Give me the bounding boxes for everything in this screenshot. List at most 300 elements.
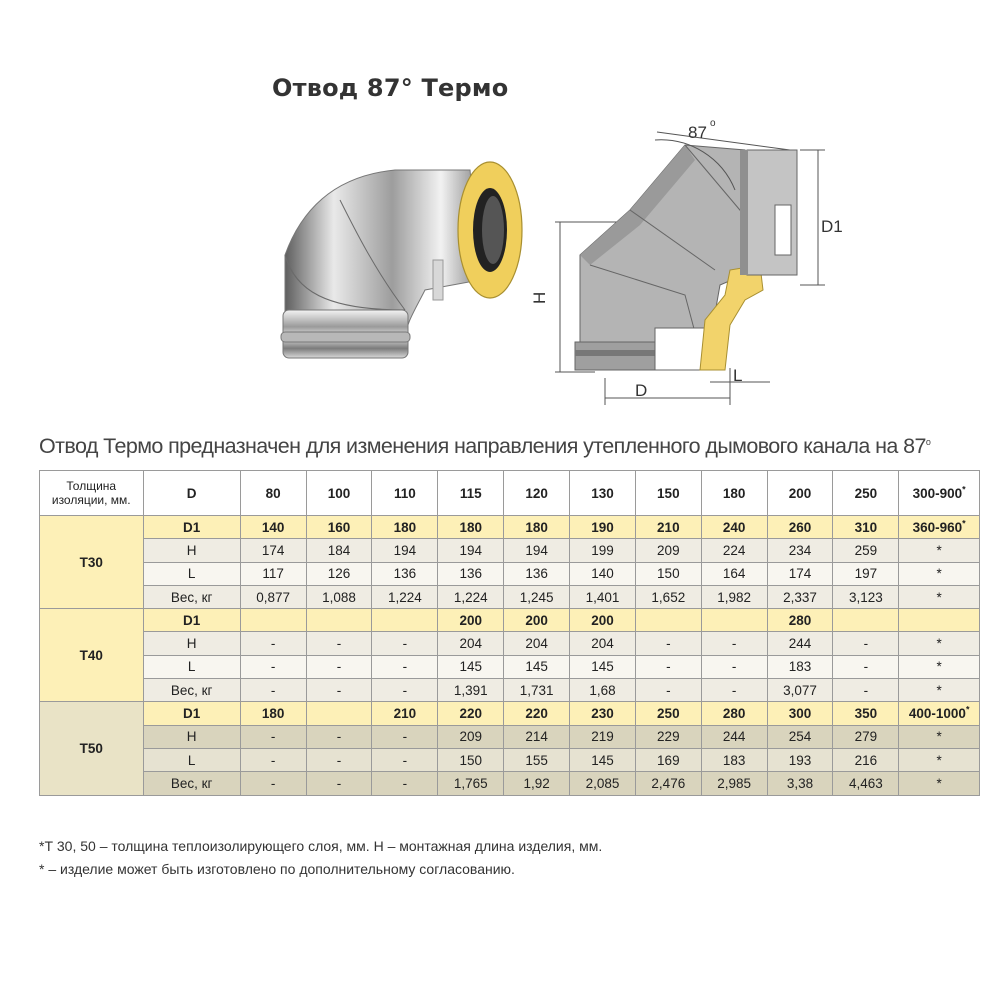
table-cell <box>438 725 504 748</box>
table-cell-value: 180 <box>261 706 285 722</box>
label-d: D <box>635 381 648 400</box>
table-cell-value: 126 <box>327 566 351 582</box>
table-cell-value: - <box>336 659 342 675</box>
table-cell <box>306 679 372 702</box>
table-cell <box>833 562 899 585</box>
table-cell <box>372 772 438 795</box>
table-cell <box>570 748 636 771</box>
table-cell-value: * <box>936 659 942 675</box>
table-cell <box>701 609 767 632</box>
table-cell-value: 136 <box>525 566 548 582</box>
table-cell-value: 1,652 <box>651 589 686 605</box>
table-cell-value: 219 <box>591 729 614 745</box>
table-cell-value: 183 <box>722 752 746 768</box>
table-cell-value: 140 <box>261 519 285 535</box>
table-cell <box>833 748 899 771</box>
table-cell <box>306 772 372 795</box>
header-col-label: 100 <box>327 485 351 501</box>
page-title: Отвод 87° Термо <box>272 74 509 102</box>
table-cell <box>438 609 504 632</box>
table-cell <box>504 702 570 725</box>
table-cell <box>701 725 767 748</box>
table-cell <box>372 539 438 562</box>
table-cell <box>767 772 833 795</box>
header-thickness: Толщина изоляции, мм. <box>40 471 144 516</box>
table-cell <box>899 702 980 725</box>
table-cell <box>701 702 767 725</box>
table-cell <box>438 772 504 795</box>
table-cell-value: 3,123 <box>849 589 883 605</box>
header-col-label: 250 <box>854 485 878 501</box>
description <box>39 434 930 459</box>
table-cell <box>899 772 980 795</box>
description-degree: o <box>925 436 931 447</box>
table-cell <box>240 516 306 539</box>
table-cell-value: * <box>936 775 942 791</box>
table-cell <box>570 539 636 562</box>
table-cell-value: 160 <box>327 519 351 535</box>
table-row <box>40 702 980 725</box>
header-col <box>570 471 636 516</box>
table-cell-value: - <box>270 636 276 652</box>
table-cell <box>833 609 899 632</box>
table-row <box>40 655 980 678</box>
table-cell-value: 2,337 <box>783 589 817 605</box>
table-cell <box>899 539 980 562</box>
table-cell <box>306 702 372 725</box>
table-cell-value: 4,463 <box>849 775 883 791</box>
insulation-group-label: T40 <box>40 609 144 702</box>
table-row <box>40 539 980 562</box>
table-cell <box>833 679 899 702</box>
table-cell-value: 259 <box>854 542 878 558</box>
table-cell <box>306 725 372 748</box>
table-cell-value: 240 <box>722 519 746 535</box>
table-cell-value: 350 <box>854 706 878 722</box>
cell-footnote-mark: * <box>965 704 970 715</box>
table-cell-value: 194 <box>459 542 482 558</box>
header-col-label: 80 <box>265 485 281 501</box>
table-cell <box>372 516 438 539</box>
table-cell <box>438 585 504 608</box>
table-cell <box>306 632 372 655</box>
table-cell <box>504 772 570 795</box>
table-cell <box>240 679 306 702</box>
table-cell <box>701 632 767 655</box>
table-cell <box>504 585 570 608</box>
table-cell-value: 200 <box>525 612 548 628</box>
table-cell-value: 280 <box>722 706 746 722</box>
table-cell-value: 2,476 <box>651 775 686 791</box>
table-cell <box>833 725 899 748</box>
table-cell-value: 194 <box>525 542 548 558</box>
table-cell-value: 360-960 <box>912 519 963 535</box>
table-cell-value: 200 <box>459 612 482 628</box>
table-cell <box>635 748 701 771</box>
elbow-technical-drawing <box>530 110 845 410</box>
header-col <box>767 471 833 516</box>
table-cell <box>767 562 833 585</box>
table-cell-value: - <box>270 752 276 768</box>
table-cell <box>504 562 570 585</box>
table-cell <box>767 585 833 608</box>
table-cell <box>372 702 438 725</box>
table-cell <box>372 748 438 771</box>
table-cell-value: * <box>936 636 942 652</box>
table-row <box>40 748 980 771</box>
table-cell <box>701 562 767 585</box>
table-cell-value: - <box>270 775 276 791</box>
table-cell <box>899 655 980 678</box>
row-label: H <box>143 539 240 562</box>
table-cell <box>240 609 306 632</box>
row-label: Вес, кг <box>143 772 240 795</box>
table-cell-value: 145 <box>591 752 614 768</box>
table-cell <box>570 516 636 539</box>
table-cell-value: 145 <box>459 659 482 675</box>
row-label: D1 <box>143 609 240 632</box>
table-cell <box>504 609 570 632</box>
table-cell <box>701 655 767 678</box>
table-cell <box>570 585 636 608</box>
table-cell <box>701 516 767 539</box>
table-cell-value: 3,38 <box>786 775 814 791</box>
table-cell-value: 230 <box>591 706 614 722</box>
table-cell-value: 193 <box>788 752 812 768</box>
table-cell <box>438 655 504 678</box>
table-cell <box>504 539 570 562</box>
insulation-group-label: T30 <box>40 516 144 609</box>
table-cell-value: 0,877 <box>256 589 291 605</box>
table-cell <box>438 632 504 655</box>
table-cell-value: - <box>666 636 671 652</box>
table-cell-value: 204 <box>591 636 614 652</box>
table-cell-value: 279 <box>854 729 878 745</box>
table-cell <box>767 632 833 655</box>
table-cell-value: 194 <box>393 542 417 558</box>
table-cell-value: 220 <box>525 706 548 722</box>
table-cell-value: - <box>731 659 737 675</box>
table-cell-value: 117 <box>262 566 284 582</box>
header-col <box>438 471 504 516</box>
table-cell-value: - <box>336 775 342 791</box>
table-cell-value: - <box>270 682 276 698</box>
table-cell-value: - <box>336 729 342 745</box>
table-cell <box>635 585 701 608</box>
table-cell <box>899 679 980 702</box>
table-cell <box>438 516 504 539</box>
cell-footnote-mark: * <box>962 518 966 529</box>
table-cell <box>438 702 504 725</box>
table-cell-value: 209 <box>657 542 680 558</box>
table-cell-value: 150 <box>459 752 482 768</box>
table-cell <box>899 725 980 748</box>
table-cell-value: 209 <box>459 729 482 745</box>
table-cell <box>372 679 438 702</box>
table-cell <box>570 725 636 748</box>
table-cell-value: * <box>936 682 942 698</box>
table-cell <box>767 609 833 632</box>
table-cell-value: - <box>402 682 408 698</box>
table-row <box>40 516 980 539</box>
table-cell <box>570 679 636 702</box>
table-cell <box>767 702 833 725</box>
table-cell <box>570 609 636 632</box>
table-cell <box>240 562 306 585</box>
row-label: D1 <box>143 702 240 725</box>
table-cell-value: 1,391 <box>453 682 488 698</box>
table-cell <box>306 609 372 632</box>
table-cell-value: - <box>731 636 737 652</box>
table-cell <box>899 562 980 585</box>
table-cell-value: 310 <box>854 519 878 535</box>
table-cell <box>833 585 899 608</box>
row-label: Вес, кг <box>143 585 240 608</box>
label-d1: D1 <box>821 217 843 236</box>
table-cell <box>767 725 833 748</box>
table-cell <box>833 772 899 795</box>
table-cell <box>306 562 372 585</box>
table-cell <box>570 562 636 585</box>
table-cell-value: - <box>270 659 276 675</box>
table-cell <box>767 748 833 771</box>
table-cell <box>635 609 701 632</box>
header-col <box>833 471 899 516</box>
table-cell-value: - <box>336 682 342 698</box>
table-cell <box>240 585 306 608</box>
table-cell <box>701 585 767 608</box>
header-col-label: 200 <box>788 485 812 501</box>
table-cell <box>438 748 504 771</box>
table-cell-value: 204 <box>459 636 482 652</box>
table-cell <box>240 725 306 748</box>
table-cell-value: 136 <box>459 566 482 582</box>
table-cell <box>240 772 306 795</box>
table-cell <box>899 585 980 608</box>
row-label: H <box>143 632 240 655</box>
table-cell-value: 180 <box>525 519 548 535</box>
table-cell <box>899 748 980 771</box>
table-cell <box>504 725 570 748</box>
table-cell <box>372 655 438 678</box>
table-cell-value: * <box>936 589 942 605</box>
table-cell-value: 197 <box>854 566 878 582</box>
table-cell-value: * <box>936 729 942 745</box>
table-cell <box>570 702 636 725</box>
table-cell-value: 183 <box>788 659 812 675</box>
table-cell <box>635 772 701 795</box>
header-col <box>504 471 570 516</box>
table-cell-value: - <box>731 682 737 698</box>
table-cell <box>635 702 701 725</box>
table-row <box>40 562 980 585</box>
table-cell <box>701 772 767 795</box>
table-cell <box>833 702 899 725</box>
table-cell <box>570 655 636 678</box>
table-cell-value: 254 <box>788 729 812 745</box>
table-cell <box>701 748 767 771</box>
table-cell-value: 244 <box>788 636 812 652</box>
table-cell-value: * <box>936 566 942 582</box>
table-row <box>40 772 980 795</box>
table-cell <box>240 655 306 678</box>
table-cell <box>635 725 701 748</box>
table-cell-value: 216 <box>854 752 878 768</box>
table-cell <box>438 539 504 562</box>
table-cell-value: 234 <box>788 542 812 558</box>
table-cell-value: 180 <box>393 519 417 535</box>
table-cell-value: 229 <box>657 729 680 745</box>
table-cell-value: 280 <box>788 612 812 628</box>
table-cell <box>240 748 306 771</box>
table-cell-value: 140 <box>591 566 614 582</box>
table-cell <box>635 562 701 585</box>
table-cell-value: 1,401 <box>585 589 620 605</box>
table-cell <box>767 516 833 539</box>
header-col-label: 130 <box>591 485 614 501</box>
table-cell-value: - <box>402 636 408 652</box>
table-cell-value: - <box>270 729 276 745</box>
header-col-label: 110 <box>393 485 416 501</box>
row-label: L <box>143 748 240 771</box>
header-col-label: 150 <box>657 485 680 501</box>
table-cell-value: 2,085 <box>585 775 620 791</box>
table-cell <box>438 562 504 585</box>
table-cell-value: 169 <box>657 752 680 768</box>
table-cell-value: - <box>666 682 671 698</box>
table-cell <box>240 539 306 562</box>
table-cell <box>833 516 899 539</box>
table-cell-value: 210 <box>657 519 680 535</box>
table-cell-value: 164 <box>722 566 746 582</box>
table-cell <box>899 516 980 539</box>
table-cell <box>635 516 701 539</box>
table-cell-value: 2,985 <box>717 775 752 791</box>
table-cell <box>504 655 570 678</box>
table-row <box>40 609 980 632</box>
table-cell-value: 3,077 <box>783 682 817 698</box>
table-cell-value: - <box>863 682 869 698</box>
row-label: D1 <box>143 516 240 539</box>
table-cell <box>240 702 306 725</box>
table-cell-value: - <box>336 752 342 768</box>
table-cell <box>635 655 701 678</box>
header-col <box>306 471 372 516</box>
header-col <box>635 471 701 516</box>
table-cell-value: 210 <box>393 706 417 722</box>
table-cell-value: 224 <box>722 542 746 558</box>
header-col <box>240 471 306 516</box>
label-h: H <box>530 291 549 304</box>
angle-degree: o <box>710 118 716 129</box>
table-cell <box>372 609 438 632</box>
table-cell-value: 1,224 <box>453 589 488 605</box>
table-cell <box>899 609 980 632</box>
table-cell-value: 260 <box>788 519 812 535</box>
table-cell-value: 1,68 <box>589 682 616 698</box>
table-cell <box>701 539 767 562</box>
table-row <box>40 679 980 702</box>
table-cell <box>635 539 701 562</box>
table-row <box>40 585 980 608</box>
header-col-label: 120 <box>525 485 548 501</box>
row-label: Вес, кг <box>143 679 240 702</box>
description-text: Отвод Термо предназначен для изменения направления утепленного дымового канала на 87 <box>39 434 926 458</box>
table-cell <box>767 539 833 562</box>
table-cell-value: 1,245 <box>519 589 554 605</box>
header-row <box>40 471 980 516</box>
table-cell-value: 1,765 <box>453 775 488 791</box>
table-cell <box>701 679 767 702</box>
table-cell <box>306 539 372 562</box>
table-cell <box>570 772 636 795</box>
table-row <box>40 725 980 748</box>
table-cell <box>504 679 570 702</box>
table-row <box>40 632 980 655</box>
header-col <box>701 471 767 516</box>
table-cell-value: - <box>402 659 408 675</box>
row-label: L <box>143 655 240 678</box>
table-cell-value: 220 <box>459 706 482 722</box>
table-cell-value: - <box>336 636 342 652</box>
table-cell <box>438 679 504 702</box>
table-cell-value: 1,731 <box>519 682 554 698</box>
table-cell-value: 174 <box>788 566 812 582</box>
table-cell <box>504 516 570 539</box>
table-cell <box>504 632 570 655</box>
spec-table <box>39 470 980 796</box>
table-cell <box>833 655 899 678</box>
header-col-label: 115 <box>459 485 482 501</box>
table-cell-value: - <box>863 659 869 675</box>
header-col-footnote-mark: * <box>962 484 966 494</box>
table-cell <box>240 632 306 655</box>
table-cell <box>504 748 570 771</box>
table-cell-value: 1,088 <box>322 589 356 605</box>
table-cell-value: - <box>666 659 671 675</box>
table-cell-value: 244 <box>722 729 746 745</box>
table-cell-value: 199 <box>591 542 614 558</box>
table-cell-value: 400-1000 <box>908 706 966 722</box>
table-cell-value: - <box>402 752 408 768</box>
elbow-photo <box>265 160 525 380</box>
table-cell-value: 190 <box>591 519 614 535</box>
header-col-label: 300-900 <box>912 485 963 501</box>
table-cell-value: 145 <box>525 659 548 675</box>
footnote-2: * – изделие может быть изготовлено по дополнительному согласованию. <box>39 861 515 877</box>
table-cell <box>767 679 833 702</box>
row-label: L <box>143 562 240 585</box>
footnote-1: *Т 30, 50 – толщина теплоизолирующего слоя, мм. Н – монтажная длина изделия, мм. <box>39 838 603 854</box>
table-cell-value: - <box>863 636 869 652</box>
table-cell <box>372 562 438 585</box>
header-col-label: 180 <box>722 485 746 501</box>
table-cell-value: 155 <box>525 752 548 768</box>
table-cell-value: 184 <box>327 542 351 558</box>
table-cell-value: 145 <box>591 659 614 675</box>
header-col <box>372 471 438 516</box>
table-cell <box>833 539 899 562</box>
table-cell-value: 250 <box>657 706 680 722</box>
table-cell <box>306 655 372 678</box>
table-cell-value: 204 <box>525 636 548 652</box>
row-label: H <box>143 725 240 748</box>
table-cell <box>899 632 980 655</box>
table-cell <box>635 632 701 655</box>
table-cell <box>767 655 833 678</box>
table-cell-value: * <box>936 752 942 768</box>
table-cell-value: 150 <box>657 566 680 582</box>
